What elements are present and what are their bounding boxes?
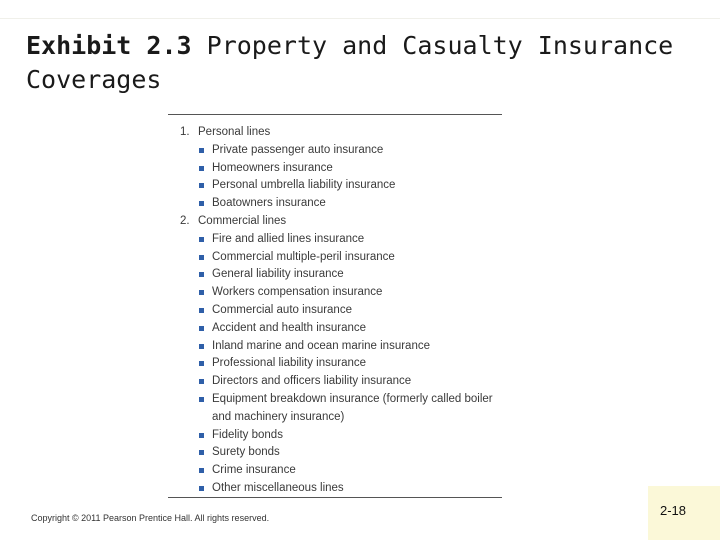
- square-bullet-icon: [199, 166, 204, 171]
- group-heading: [168, 124, 502, 142]
- group-heading: [168, 213, 502, 231]
- list-item-label: Directors and officers liability insurance: [212, 375, 412, 388]
- list-item: [168, 427, 502, 445]
- group-number: 2.: [180, 214, 190, 227]
- list-item-label: Crime insurance: [212, 464, 296, 477]
- square-bullet-icon: [199, 468, 204, 473]
- list-item: [168, 231, 502, 249]
- list-item: [168, 338, 502, 356]
- square-bullet-icon: [199, 397, 204, 402]
- list-item-label: Professional liability insurance: [212, 357, 367, 370]
- list-item-label: Accident and health insurance: [212, 321, 367, 334]
- list-item: [168, 480, 502, 498]
- list-item: [168, 142, 502, 160]
- square-bullet-icon: [199, 379, 204, 384]
- list-item: [168, 160, 502, 178]
- square-bullet-icon: [199, 201, 204, 206]
- list-item-label: Boatowners insurance: [212, 197, 326, 210]
- square-bullet-icon: [199, 255, 204, 260]
- list-item-label: Homeowners insurance: [212, 161, 333, 174]
- square-bullet-icon: [199, 308, 204, 313]
- slide-title: [26, 29, 706, 97]
- square-bullet-icon: [199, 450, 204, 455]
- exhibit-label: Exhibit 2.3: [26, 31, 192, 60]
- square-bullet-icon: [199, 290, 204, 295]
- square-bullet-icon: [199, 183, 204, 188]
- list-item: [168, 355, 502, 373]
- list-item: [168, 266, 502, 284]
- list-item: [168, 462, 502, 480]
- list-item-label: Commercial multiple-peril insurance: [212, 250, 395, 263]
- exhibit-title: Property and Casualty Insurance Coverages: [26, 31, 674, 94]
- list-item-label: General liability insurance: [212, 268, 344, 281]
- square-bullet-icon: [199, 148, 204, 153]
- square-bullet-icon: [199, 326, 204, 331]
- list-item-label: Other miscellaneous lines: [212, 481, 344, 494]
- exhibit-table: [168, 114, 502, 498]
- list-item: [168, 444, 502, 462]
- group-heading-label: Commercial lines: [198, 214, 287, 227]
- list-item-label: Fidelity bonds: [212, 428, 283, 441]
- list-item: [168, 249, 502, 267]
- page-number: 2-18: [660, 503, 687, 518]
- list-item: [168, 284, 502, 302]
- list-item: [168, 177, 502, 195]
- list-item-label: Commercial auto insurance: [212, 303, 352, 316]
- list-item-label: Equipment breakdown insurance (formerly called boiler and machinery insurance): [212, 392, 493, 423]
- group-heading-label: Personal lines: [198, 126, 271, 138]
- list-item-label: Surety bonds: [212, 446, 280, 459]
- list-item: [168, 320, 502, 338]
- list-item-label: Private passenger auto insurance: [212, 143, 384, 156]
- copyright-notice: Copyright © 2011 Pearson Prentice Hall. All rights reserved.: [31, 513, 270, 523]
- square-bullet-icon: [199, 361, 204, 366]
- square-bullet-icon: [199, 272, 204, 277]
- list-item-label: Personal umbrella liability insurance: [212, 179, 396, 192]
- list-item-label: Inland marine and ocean marine insurance: [212, 339, 430, 352]
- square-bullet-icon: [199, 486, 204, 491]
- list-item-label: Fire and allied lines insurance: [212, 232, 365, 245]
- list-item: [168, 373, 502, 391]
- list-item: [168, 195, 502, 213]
- list-item: [168, 391, 502, 427]
- list-item: [168, 302, 502, 320]
- square-bullet-icon: [199, 237, 204, 242]
- list-item-label: Workers compensation insurance: [212, 286, 383, 299]
- square-bullet-icon: [199, 344, 204, 349]
- group-number: 1.: [180, 126, 190, 138]
- square-bullet-icon: [199, 433, 204, 438]
- coverage-list: [168, 115, 502, 498]
